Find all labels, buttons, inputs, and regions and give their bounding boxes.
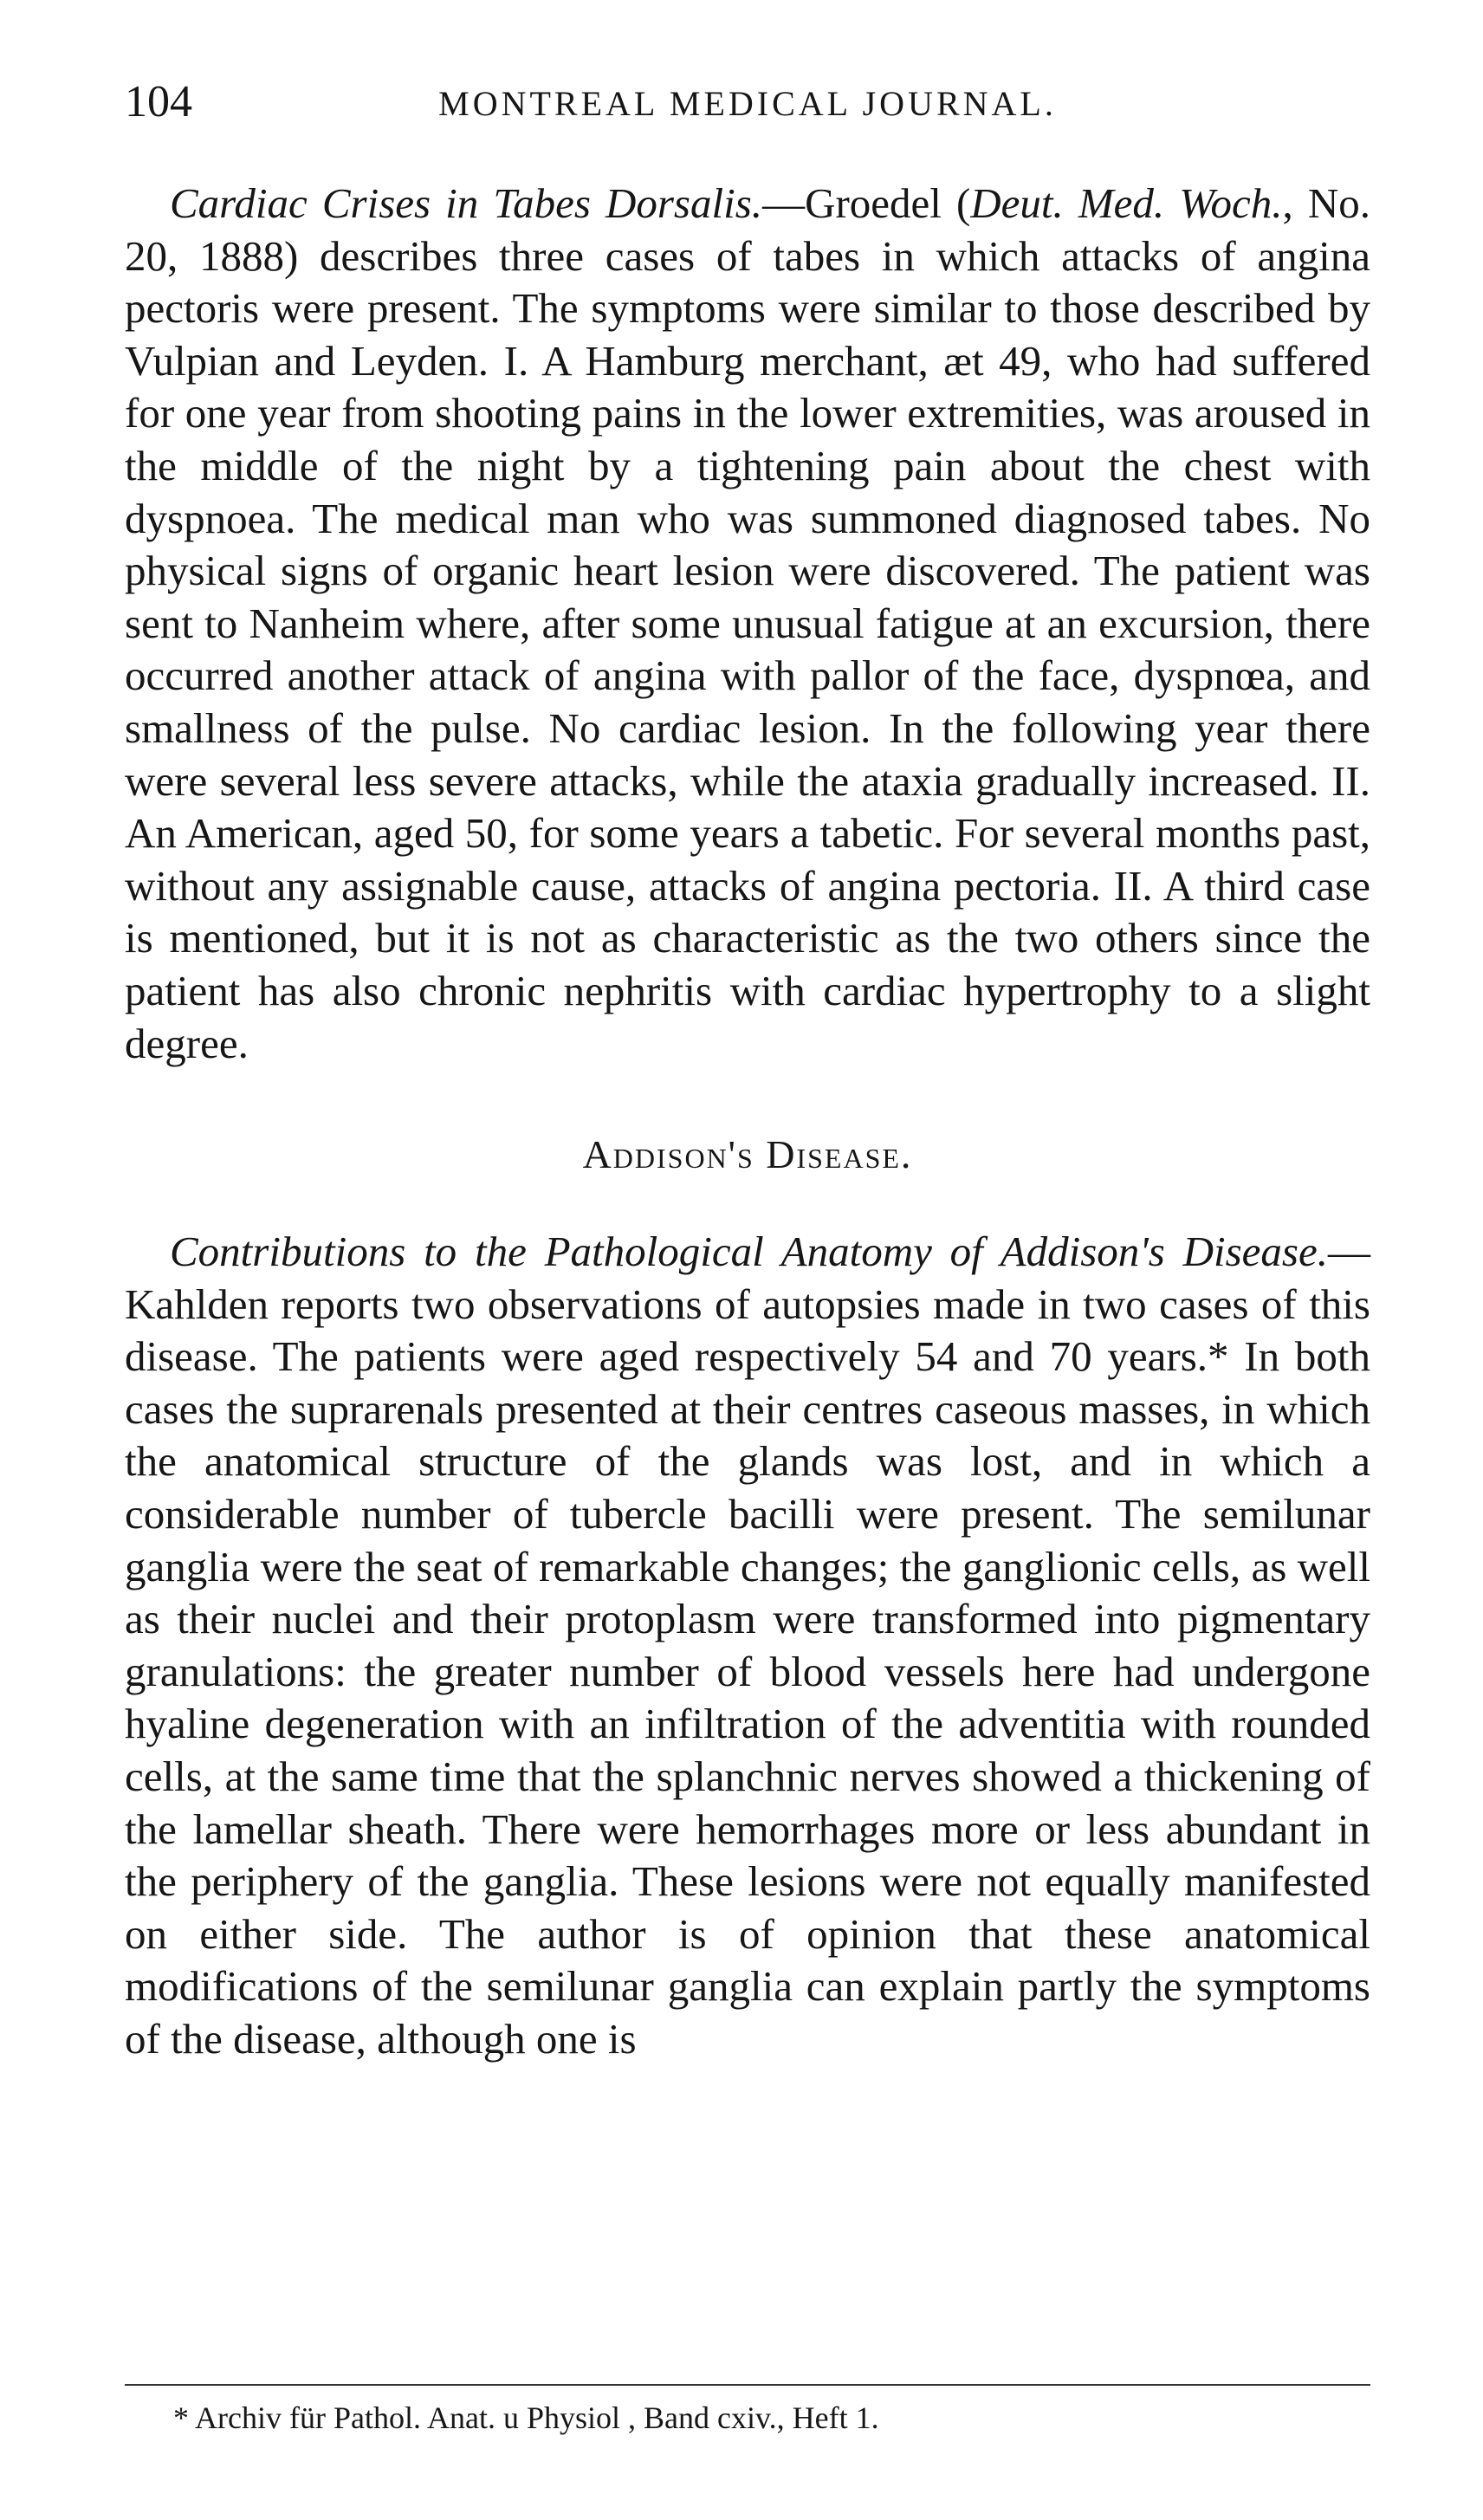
page-header [125, 76, 1370, 137]
citation-open: ( [941, 179, 971, 227]
article-cardiac-crises [125, 178, 1370, 1070]
article-title: Contributions to the Pathological Anatomy of Addison's Disease. [170, 1228, 1328, 1276]
article-title: Cardiac Crises in Tabes Dorsalis. [170, 179, 763, 227]
footnote-rule [125, 2384, 1370, 2386]
section-heading: Addison's Disease. [582, 1132, 913, 1177]
article-text: , No. 20, 1888) describes three cases of tabes in which attacks of angina pectoris were present. The symptoms were similar to those described by Vulpian and Leyden. I. A Hamburg merchant, æt 49, who had suffered for one year from shooting pains in the lower extremities, was aroused in the middle of the night by a tightening pain about the chest with dyspnoea. The medical man who was summoned diagnosed tabes. No physical signs of organic heart lesion were discovered. The patient was sent to Nanheim where, after some unusual fatigue at an excursion, there occurred another attack of angina with pallor of the face, dyspnœa, and smallness of the pulse. No cardiac lesion. In the following year there were several less severe attacks, while the ataxia gradually increased. II. An American, aged 50, for some years a tabetic. For several months past, without any assignable cause, attacks of angina pectoria. II. A third case is mentioned, but it is not as characteristic as the two others since the patient has also chronic nephritis with cardiac hypertrophy to a slight degree. [125, 179, 1370, 1067]
page-number: 104 [125, 77, 192, 126]
article-addisons-disease [125, 1226, 1370, 2066]
author-separator: — [762, 179, 806, 227]
running-head: MONTREAL MEDICAL JOURNAL. [438, 84, 1057, 123]
body-text [125, 178, 1370, 2066]
article-author: Groedel [805, 179, 942, 227]
article-text: —Kahlden reports two observations of autopsies made in two cases of this disease. The patients were aged respectively 54 and 70 years.* In both cases the suprarenals presented at their centres caseous masses, in which the anatomical structure of the glands was lost, and in which a considerable number of tubercle bacilli were present. The semilunar ganglia were the seat of remarkable changes; the ganglionic cells, as well as their nuclei and their protoplasm were transformed into pigmentary granulations: the greater number of blood vessels here had undergone hyaline degeneration with an infiltration of the adventitia with rounded cells, at the same time that the splanchnic nerves showed a thickening of the lamellar sheath. There were hemorrhages more or less abundant in the periphery of the ganglia. These lesions were not equally manifested on either side. The author is of opinion that these anatomical modifications of the semilunar ganglia can explain partly the symptoms of the disease, although one is [125, 1228, 1370, 2063]
article-citation: Deut. Med. Woch. [970, 179, 1283, 227]
footnote: * Archiv für Pathol. Anat. u Physiol , Band cxiv., Heft 1. [173, 2400, 879, 2435]
